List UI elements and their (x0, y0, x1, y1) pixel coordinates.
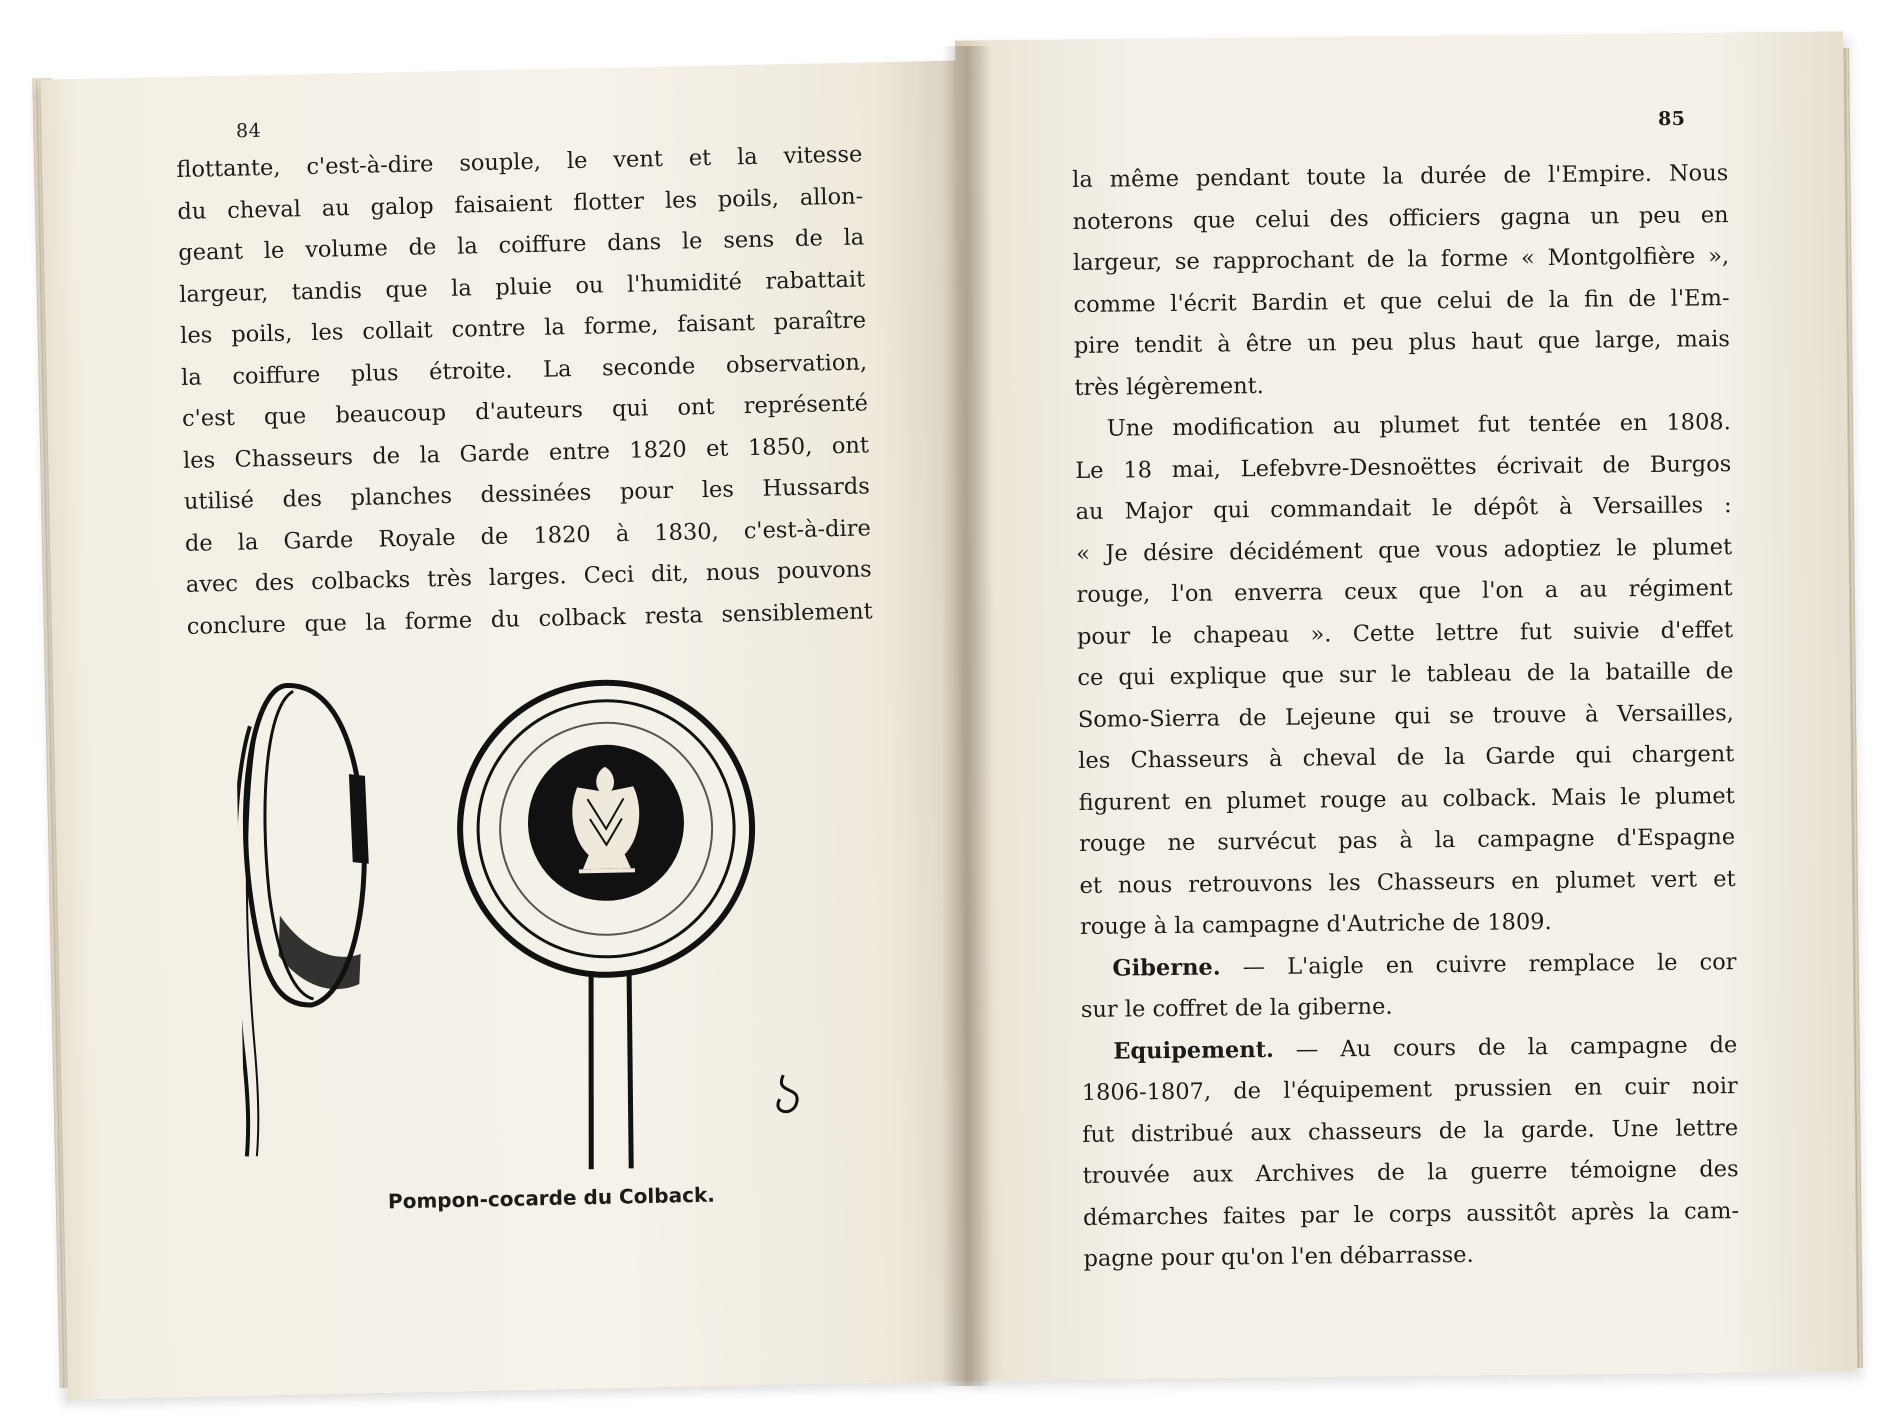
text-line: conclure que la forme du colback resta sensiblement (186, 597, 873, 640)
text-line: la même pendant toute la durée de l'Empire. Nous (1072, 160, 1729, 193)
text-line: geant le volume de la coiffure dans le sens de la (178, 224, 865, 266)
text-line: pire tendit à être un peu plus haut que large, mais (1073, 326, 1731, 359)
text-line: rouge ne survécut pas à la campagne d'Espagne (1079, 824, 1736, 857)
text-line: avec des colbacks très larges. Ceci dit, nous pouvons (185, 556, 872, 598)
text-line: fut distribué aux chasseurs de la garde. Une lettre (1082, 1114, 1739, 1148)
text-line: comme l'écrit Bardin et que celui de la fin de l'Em- (1073, 284, 1730, 318)
book-gutter (942, 46, 992, 1386)
cocarde-front-view-drawing (457, 679, 798, 1172)
left-page-text (176, 134, 873, 647)
left-page-number: 84 (235, 119, 262, 143)
text-line: de la Garde Royale de 1820 à 1830, c'est-à-dire (184, 514, 872, 557)
text-line: Somo-Sierra de Lejeune qui se trouve à Versailles, (1077, 699, 1734, 733)
text-line: du cheval au galop faisaient flotter les poils, allon- (177, 182, 864, 225)
text-line: trouvée aux Archives de la guerre témoigne des (1082, 1156, 1739, 1189)
giberne-paragraph-line (1080, 942, 1736, 990)
text-line: et nous retrouvons les Chasseurs en plumet vert et (1079, 865, 1736, 899)
text-line: 1806-1807, de l'équipement prussien en cuir noir (1081, 1073, 1738, 1106)
text-line: Une modification au plumet fut tentée en 1808. (1106, 409, 1731, 442)
text-line: utilisé des planches dessinées pour les Hussards (183, 473, 871, 515)
text-run: — Au cours de la campagne de (1273, 1031, 1738, 1063)
text-line: sur le coffret de la giberne. (1080, 993, 1393, 1023)
text-line: démarches faites par le corps aussitôt après la cam- (1082, 1197, 1740, 1231)
text-line: très légèrement. (1074, 372, 1264, 401)
right-page-text (1072, 153, 1740, 1280)
text-line: les poils, les collait contre la forme, faisant paraître (179, 307, 867, 349)
giberne-heading: Giberne. (1112, 953, 1221, 982)
right-page-number: 85 (1657, 107, 1686, 131)
text-line: largeur, se rapprochant de la forme « Montgolfière », (1072, 243, 1730, 276)
text-line: noterons que celui des officiers gagna un peu en (1072, 201, 1729, 235)
text-line: « Je désire décidément que vous adoptiez le plumet (1075, 533, 1733, 567)
text-line: la coiffure plus étroite. La seconde observation, (180, 348, 868, 391)
text-line: flottante, c'est-à-dire souple, le vent et la vitesse (176, 141, 863, 183)
text-line: c'est que beaucoup d'auteurs qui ont représenté (181, 390, 869, 432)
colback-pompon-illustration (235, 654, 866, 1187)
text-line: pagne pour qu'on l'en débarrasse. (1083, 1241, 1474, 1272)
text-line: Le 18 mai, Lefebvre-Desnoëttes écrivait de Burgos (1075, 450, 1732, 484)
equipement-paragraph-line (1081, 1025, 1737, 1073)
text-run: — L'aigle en cuivre remplace le cor (1220, 948, 1737, 980)
text-line: ce qui explique que sur le tableau de la bataille de (1077, 658, 1734, 691)
text-line: figurent en plumet rouge au colback. Mais le plumet (1078, 782, 1735, 816)
text-line: largeur, tandis que la pluie ou l'humidité rabattait (178, 265, 866, 308)
pompon-side-view-drawing (235, 684, 375, 1157)
text-line: rouge à la campagne d'Autriche de 1809. (1079, 909, 1552, 940)
text-line: au Major qui commandait le dépôt à Versailles : (1075, 492, 1732, 525)
illustration-caption: Pompon-cocarde du Colback. (387, 1182, 716, 1214)
text-line: pour le chapeau ». Cette lettre fut suivie d'effet (1076, 616, 1734, 650)
text-line: rouge, l'on enverra ceux que l'on a au régiment (1076, 575, 1733, 608)
equipement-heading: Equipement. (1113, 1036, 1275, 1065)
text-line: les Chasseurs de la Garde entre 1820 et 1850, ont (182, 431, 870, 474)
text-line: les Chasseurs à cheval de la Garde qui chargent (1078, 741, 1735, 774)
